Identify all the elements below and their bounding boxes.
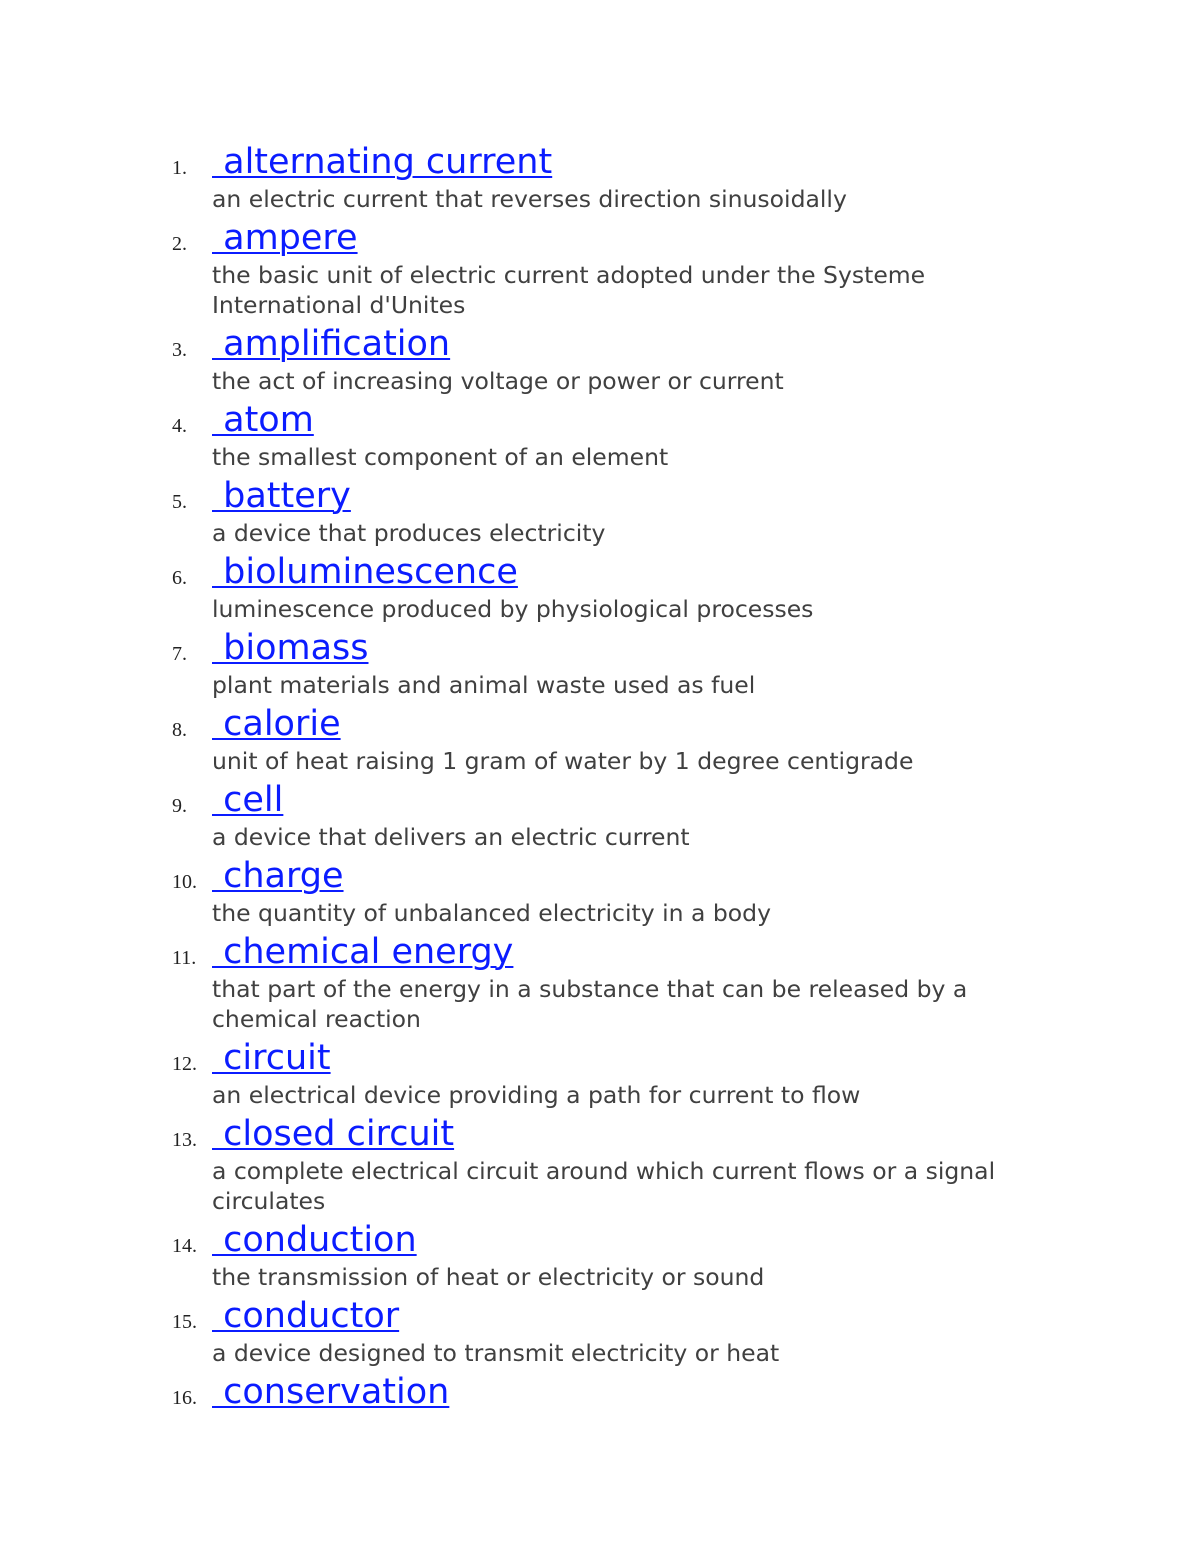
entry-number: 3. bbox=[172, 339, 187, 361]
entry-number: 10. bbox=[172, 871, 197, 893]
entry-number: 1. bbox=[172, 157, 187, 179]
term-link[interactable]: alternating current bbox=[212, 142, 553, 182]
term-definition: luminescence produced by physiological processes bbox=[212, 595, 814, 623]
term-link[interactable]: circuit bbox=[212, 1038, 331, 1078]
entry-number: 5. bbox=[172, 491, 187, 513]
glossary-entry bbox=[172, 930, 1052, 1034]
term-link[interactable]: amplification bbox=[212, 324, 451, 364]
term-definition: an electrical device providing a path for current to flow bbox=[212, 1081, 861, 1109]
glossary-entry bbox=[172, 322, 1052, 396]
glossary-entry bbox=[172, 550, 1052, 624]
term-definition: a device that produces electricity bbox=[212, 519, 606, 547]
glossary-entry bbox=[172, 474, 1052, 548]
entry-number: 6. bbox=[172, 567, 187, 589]
glossary-entry bbox=[172, 216, 1052, 320]
entry-number: 4. bbox=[172, 415, 187, 437]
glossary-entry bbox=[172, 778, 1052, 852]
glossary-entry bbox=[172, 1370, 1052, 1414]
entry-number: 13. bbox=[172, 1129, 197, 1151]
glossary-entry bbox=[172, 1294, 1052, 1368]
term-link[interactable]: conductor bbox=[212, 1296, 400, 1336]
term-definition: a device that delivers an electric current bbox=[212, 823, 690, 851]
glossary-entry bbox=[172, 854, 1052, 928]
term-definition: the basic unit of electric current adopted under the Systeme International d'Unites bbox=[212, 261, 926, 319]
term-link[interactable]: atom bbox=[212, 400, 314, 440]
glossary-entry bbox=[172, 1036, 1052, 1110]
entry-number: 11. bbox=[172, 947, 197, 969]
term-link[interactable]: calorie bbox=[212, 704, 341, 744]
glossary-entry bbox=[172, 1112, 1052, 1216]
term-definition: a device designed to transmit electricity or heat bbox=[212, 1339, 780, 1367]
glossary-entry bbox=[172, 626, 1052, 700]
glossary-entry bbox=[172, 398, 1052, 472]
entry-number: 8. bbox=[172, 719, 187, 741]
term-definition: an electric current that reverses direction sinusoidally bbox=[212, 185, 847, 213]
term-link[interactable]: chemical energy bbox=[212, 932, 514, 972]
entry-number: 15. bbox=[172, 1311, 197, 1333]
entry-number: 12. bbox=[172, 1053, 197, 1075]
term-definition: the smallest component of an element bbox=[212, 443, 669, 471]
term-link[interactable]: ampere bbox=[212, 218, 358, 258]
entry-number: 2. bbox=[172, 233, 187, 255]
term-definition: the quantity of unbalanced electricity in a body bbox=[212, 899, 771, 927]
term-definition: a complete electrical circuit around which current flows or a signal circulates bbox=[212, 1157, 996, 1215]
term-link[interactable]: battery bbox=[212, 476, 351, 516]
term-link[interactable]: conduction bbox=[212, 1220, 417, 1260]
term-link[interactable]: closed circuit bbox=[212, 1114, 455, 1154]
term-definition: plant materials and animal waste used as fuel bbox=[212, 671, 756, 699]
term-link[interactable]: biomass bbox=[212, 628, 369, 668]
term-definition: the act of increasing voltage or power or current bbox=[212, 367, 784, 395]
term-link[interactable]: conservation bbox=[212, 1372, 450, 1412]
glossary-entry bbox=[172, 140, 1052, 214]
entry-number: 7. bbox=[172, 643, 187, 665]
glossary-list bbox=[172, 140, 1052, 1414]
entry-number: 9. bbox=[172, 795, 187, 817]
entry-number: 14. bbox=[172, 1235, 197, 1257]
term-definition: the transmission of heat or electricity or sound bbox=[212, 1263, 765, 1291]
term-link[interactable]: bioluminescence bbox=[212, 552, 518, 592]
term-definition: unit of heat raising 1 gram of water by 1 degree centigrade bbox=[212, 747, 914, 775]
term-link[interactable]: charge bbox=[212, 856, 344, 896]
term-definition: that part of the energy in a substance that can be released by a chemical reaction bbox=[212, 975, 968, 1033]
glossary-entry bbox=[172, 1218, 1052, 1292]
glossary-entry bbox=[172, 702, 1052, 776]
entry-number: 16. bbox=[172, 1387, 197, 1409]
term-link[interactable]: cell bbox=[212, 780, 284, 820]
